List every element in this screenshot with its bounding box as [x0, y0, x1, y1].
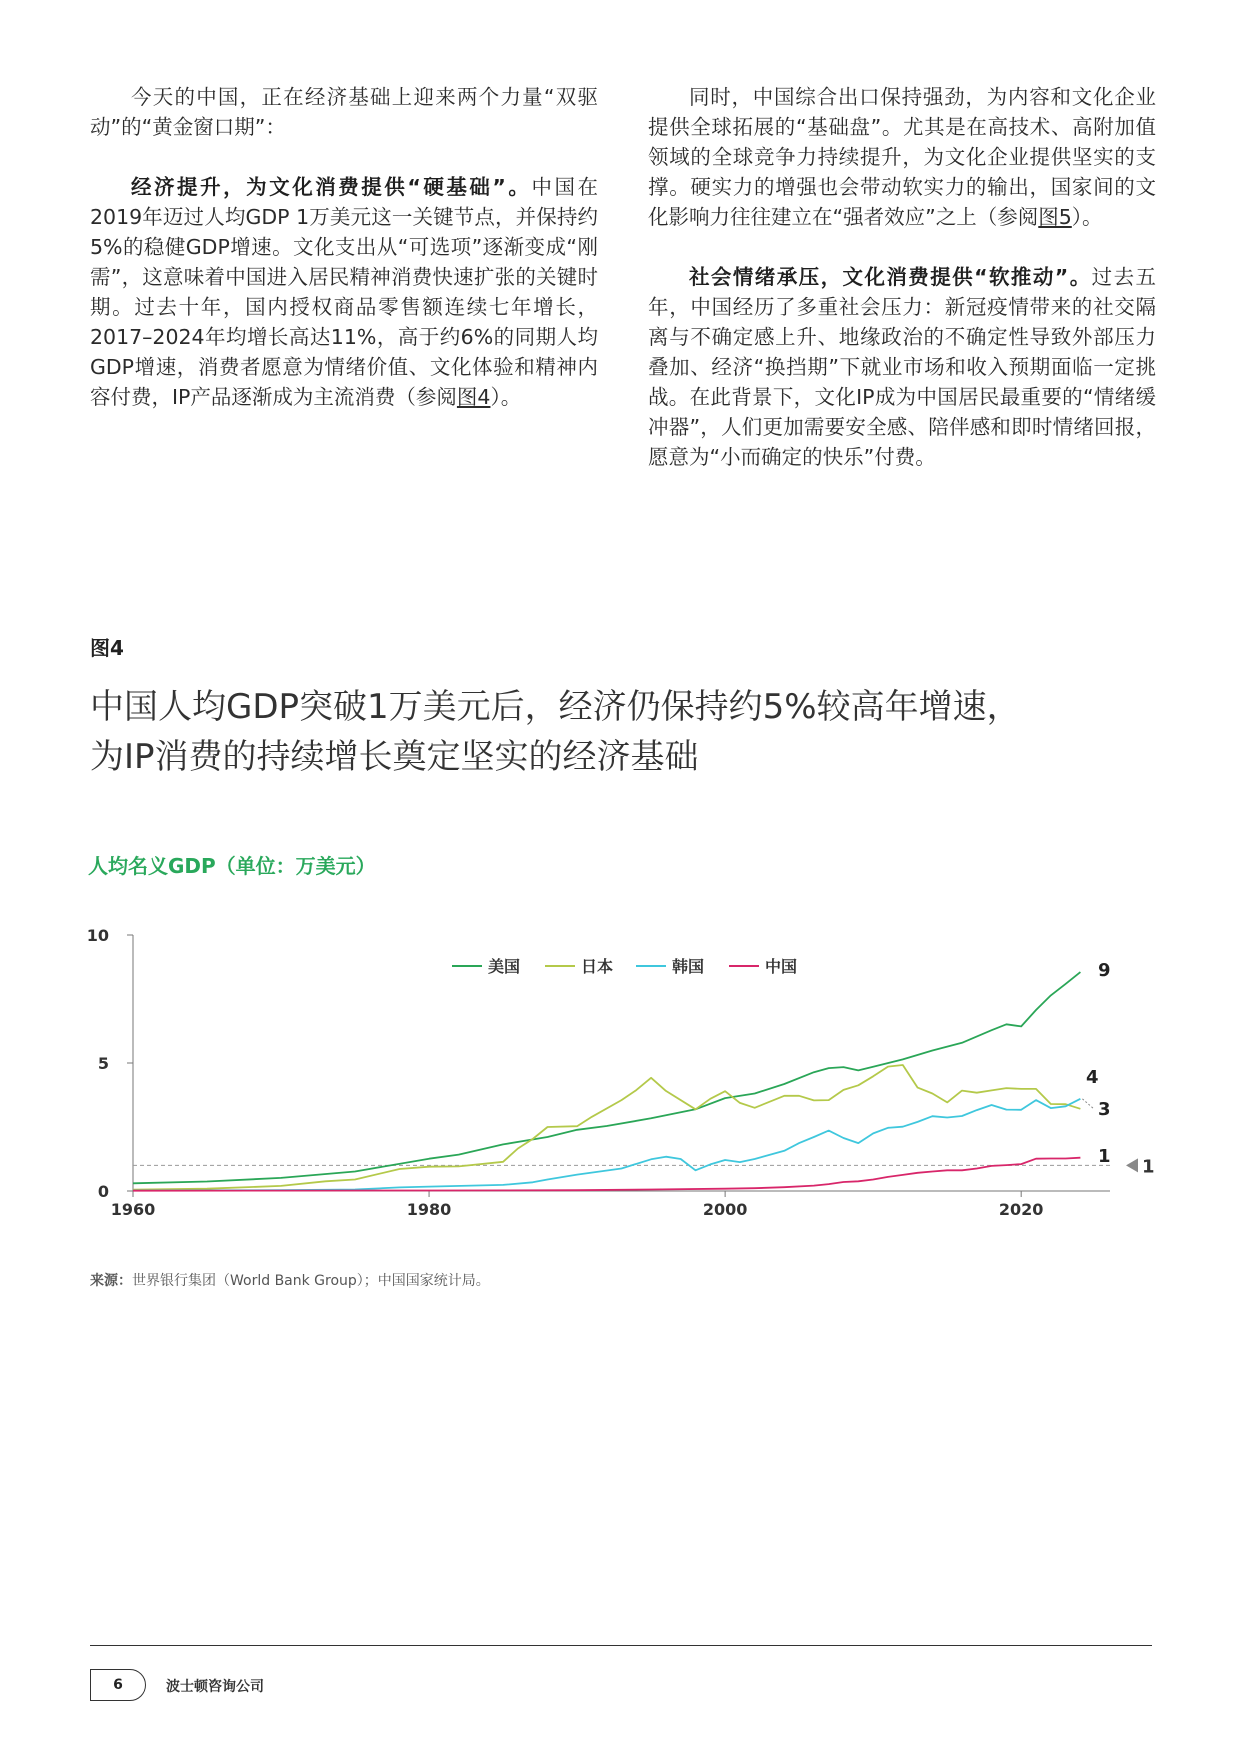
y-tick-label: 10: [86, 926, 109, 945]
source-label: 来源：: [90, 1273, 132, 1289]
reference-line-label: 1: [1142, 1156, 1155, 1178]
y-tick-label: 5: [97, 1054, 109, 1073]
x-tick-label: 2000: [702, 1200, 748, 1219]
x-tick-label: 2020: [998, 1200, 1044, 1219]
series-end-label-1: 9: [1098, 960, 1111, 981]
footer-divider: [90, 1645, 1152, 1646]
right-paragraph-2-lead: 社会情绪承压，文化消费提供“软推动”。: [689, 265, 1092, 289]
y-tick-label: 0: [97, 1182, 109, 1201]
left-paragraph-2-text: 中国在2019年迈过人均GDP 1万美元这一关键节点，并保持约5%的稳健GDP增速。文化支出从“可选项”逐渐变成“刚需”，这意味着中国进入居民精神消费快速扩张的关键时期。过去十年，国内授权商品零售额连续七年增长，2017–2024年均增长高达11%，高于约6%的同期人均GDP增速，消费者愿意为情绪价值、文化体验和精神内容付费，IP产品逐渐成为主流消费（参阅: [90, 175, 598, 409]
figure-4-link[interactable]: 图4: [456, 385, 491, 409]
end-label-leader: [1082, 1099, 1094, 1109]
legend-label: 韩国: [672, 957, 705, 976]
reference-arrow-icon: [1126, 1158, 1138, 1172]
series-line-3: [133, 1099, 1080, 1191]
series-end-label-3: 3: [1098, 1099, 1111, 1120]
series-end-label-2: 4: [1086, 1067, 1099, 1088]
right-paragraph-1-end: ）。: [1071, 205, 1103, 229]
company-name: 波士顿咨询公司: [166, 1679, 264, 1695]
left-paragraph-1: 今天的中国，正在经济基础上迎来两个力量“双驱动”的“黄金窗口期”：: [90, 85, 598, 139]
figure-title-line-1: 中国人均GDP突破1万美元后，经济仍保持约5%较高年增速，: [90, 687, 1021, 727]
series-end-label-4: 1: [1098, 1146, 1111, 1167]
legend-label: 中国: [765, 957, 798, 976]
source-note: [90, 1270, 490, 1290]
legend-label: 美国: [488, 957, 521, 976]
figure-title-line-2: 为IP消费的持续增长奠定坚实的经济基础: [90, 737, 699, 777]
x-tick-label: 1960: [110, 1200, 156, 1219]
left-paragraph-2-lead: 经济提升，为文化消费提供“硬基础”。: [131, 175, 532, 199]
source-text: 世界银行集团（World Bank Group）；中国国家统计局。: [132, 1273, 490, 1289]
x-tick-label: 1980: [406, 1200, 452, 1219]
series-line-1: [133, 972, 1080, 1183]
figure-label: 图4: [90, 636, 124, 660]
chart-subtitle: 人均名义GDP（单位：万美元）: [88, 854, 376, 878]
figure-5-link[interactable]: 图5: [1038, 205, 1072, 229]
legend-label: 日本: [581, 957, 614, 976]
page-number: 6: [90, 1669, 146, 1701]
left-paragraph-2-end: ）。: [490, 385, 522, 409]
right-paragraph-1-text: 同时，中国综合出口保持强劲，为内容和文化企业提供全球拓展的“基础盘”。尤其是在高技术、高附加值领域的全球竞争力持续提升，为文化企业提供坚实的支撑。硬实力的增强也会带动软实力的输出，国家间的文化影响力往往建立在“强者效应”之上（参阅: [648, 85, 1156, 229]
right-paragraph-2-text: 过去五年，中国经历了多重社会压力：新冠疫情带来的社交隔离与不确定感上升、地缘政治的不确定性导致外部压力叠加、经济“换挡期”下就业市场和收入预期面临一定挑战。在此背景下，文化IP成为中国居民最重要的“情绪缓冲器”，人们更加需要安全感、陪伴感和即时情绪回报，愿意为“小而确定的快乐”付费。: [648, 265, 1157, 469]
